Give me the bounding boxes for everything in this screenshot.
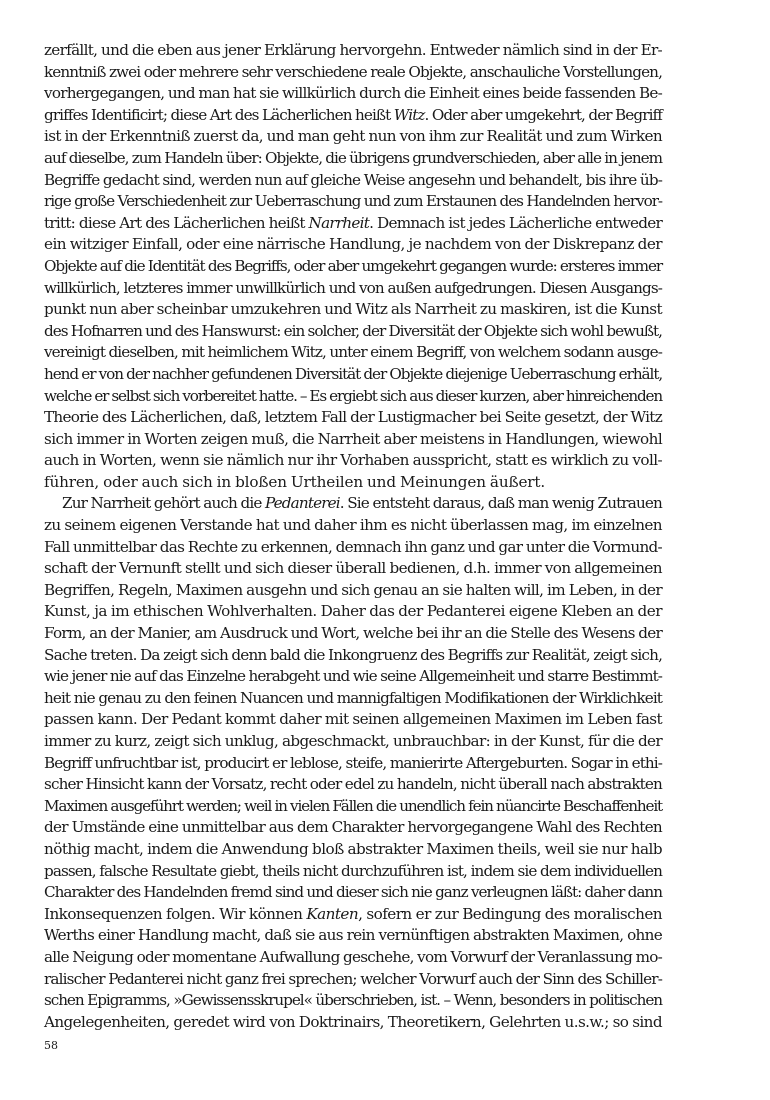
text-line: schaft der Vernunft stellt und sich dieser überall bedienen, d.h. immer von allgemeinen [44,559,662,578]
text-line: vorhergegangen, und man hat sie willkürlich durch die Einheit eines beide fassenden Be- [44,84,662,103]
text-line: nöthig macht, indem die Anwendung bloß abstrakter Maximen theils, weil sie nur halb [44,839,662,858]
text-line: der Umstände eine unmittelbar aus dem Charakter hervorgegangene Wahl des Rechten [44,818,662,837]
text-line: schen Epigramms, »Gewissensskrupel« überschrieben, ist. – Wenn, besonders in politischen [44,991,662,1010]
text-line: Werths einer Handlung macht, daß sie aus rein vernünftigen abstrakten Maximen, ohne [44,926,662,945]
text-segment: . Oder aber umgekehrt, der Begriff [424,105,662,124]
text-line: auf dieselbe, zum Handeln über: Objekte, die übrigens grundverschieden, aber alle in jenem [44,148,662,167]
text-line: ralischer Pedanterei nicht ganz frei sprechen; welcher Vorwurf auch der Sinn des Schiller- [44,969,662,988]
text-line: Kunst, ja im ethischen Wohlverhalten. Daher das der Pedanterei eigene Kleben an der [44,602,662,621]
text-line: Begriffe gedacht sind, werden nun auf gleiche Weise angesehn und behandelt, bis ihre üb- [44,170,662,189]
text-segment: . Sie entsteht daraus, daß man wenig Zutrauen [339,494,662,513]
text-segment: , sofern er zur Bedingung des moralischen [358,904,662,923]
text-segment: Inkonsequenzen folgen. Wir können [44,904,307,923]
text-line [44,105,662,127]
text-line: Begriffen, Regeln, Maximen ausgehn und sich genau an sie halten will, im Leben, in der [44,580,662,599]
text-line: führen, oder auch sich in bloßen Urtheilen und Meinungen äußert. [44,472,546,491]
text-line: Objekte auf die Identität des Begriffs, oder aber umgekehrt gegangen wurde: ersteres immer [44,256,662,275]
text-line: sich immer in Worten zeigen muß, die Narrheit aber meistens in Handlungen, wiewohl [44,429,663,448]
text-line: passen, falsche Resultate giebt, theils nicht durchzuführen ist, indem sie dem individuellen [44,861,662,880]
emphasized-term: Witz [393,105,425,124]
text-line: kenntniß zwei oder mehrere sehr verschiedene reale Objekte, anschauliche Vorstellungen, [44,62,662,81]
text-segment: tritt: diese Art des Lächerlichen heißt [44,213,309,232]
text-line: wie jener nie auf das Einzelne herabgeht und wie seine Allgemeinheit und starre Bestimmt- [44,667,662,686]
text-line: Sache treten. Da zeigt sich denn bald die Inkongruenz des Begriffs zur Realität, zeigt sich, [44,645,663,664]
text-segment: griffes Identificirt; diese Art des Lächerlichen heißt [44,105,394,124]
text-line: scher Hinsicht kann der Vorsatz, recht oder edel zu handeln, nicht überall nach abstrakten [44,775,662,794]
text-line [44,904,662,926]
text-line: welche er selbst sich vorbereitet hatte. – Es ergiebt sich aus dieser kurzen, aber hinreichenden [44,386,662,405]
text-line: ist in der Erkenntniß zuerst da, und man geht nun von ihm zur Realität und zum Wirken [44,127,662,146]
text-line: rige große Verschiedenheit zur Ueberraschung und zum Erstaunen des Handelnden hervor- [44,192,662,211]
emphasized-term: Narrheit [308,213,370,232]
text-line: passen kann. Der Pedant kommt daher mit seinen allgemeinen Maximen im Leben fast [44,710,662,729]
emphasized-term: Pedanterei [264,494,340,513]
page-body [44,40,662,1033]
emphasized-term: Kanten [306,904,359,923]
text-line: Charakter des Handelnden fremd sind und dieser sich nie ganz verleugnen läßt: daher dann [44,883,662,902]
text-line: heit nie genau zu den feinen Nuancen und mannigfaltigen Modifikationen der Wirklichkeit [44,688,662,707]
text-line [44,213,662,235]
text-line: Fall unmittelbar das Rechte zu erkennen, demnach ihn ganz und gar unter die Vormund- [44,537,662,556]
text-segment: Zur Narrheit gehört auch die [62,494,265,513]
page-number: 58 [44,1039,58,1052]
text-line: Begriff unfruchtbar ist, producirt er leblose, steife, manierirte Aftergeburten. Sogar in ethi- [44,753,662,772]
text-line [44,493,662,515]
text-segment: . Demnach ist jedes Lächerliche entweder [369,213,662,232]
text-line: Theorie des Lächerlichen, daß, letztem Fall der Lustigmacher bei Seite gesetzt, der Witz [44,408,662,427]
text-line: hend er von der nachher gefundenen Diversität der Objekte diejenige Ueberraschung erhält, [44,364,663,383]
text-line: punkt nun aber scheinbar umzukehren und Witz als Narrheit zu maskiren, ist die Kunst [44,300,662,319]
text-line: vereinigt dieselben, mit heimlichem Witz, unter einem Begriff, von welchem sodann ausge- [44,343,662,362]
text-line: Maximen ausgeführt werden; weil in vielen Fällen die unendlich fein nüancirte Beschaffenheit [44,796,662,815]
text-line: zu seinem eigenen Verstande hat und daher ihm es nicht überlassen mag, im einzelnen [44,516,662,535]
text-line: immer zu kurz, zeigt sich unklug, abgeschmackt, unbrauchbar: in der Kunst, für die der [44,732,662,750]
text-line: Angelegenheiten, geredet wird von Doktrinairs, Theoretikern, Gelehrten u.s.w.; so sind [44,1012,662,1031]
text-line: willkürlich, letzteres immer unwillkürlich und von außen aufgedrungen. Diesen Ausgangs- [44,278,662,297]
text-line: zerfällt, und die eben aus jener Erklärung hervorgehn. Entweder nämlich sind in der Er- [44,41,662,59]
text-line: Form, an der Manier, am Ausdruck und Wort, welche bei ihr an die Stelle des Wesens der [44,624,662,643]
text-line: auch in Worten, wenn sie nämlich nur ihr Vorhaben ausspricht, statt es wirklich zu voll- [44,451,662,470]
text-line: alle Neigung oder momentane Aufwallung geschehe, vom Vorwurf der Veranlassung mo- [44,947,662,966]
text-line: ein witziger Einfall, oder eine närrische Handlung, je nachdem von der Diskrepanz der [44,235,662,254]
text-line: des Hofnarren und des Hanswurst: ein solcher, der Diversität der Objekte sich wohl bewußt, [44,321,662,340]
